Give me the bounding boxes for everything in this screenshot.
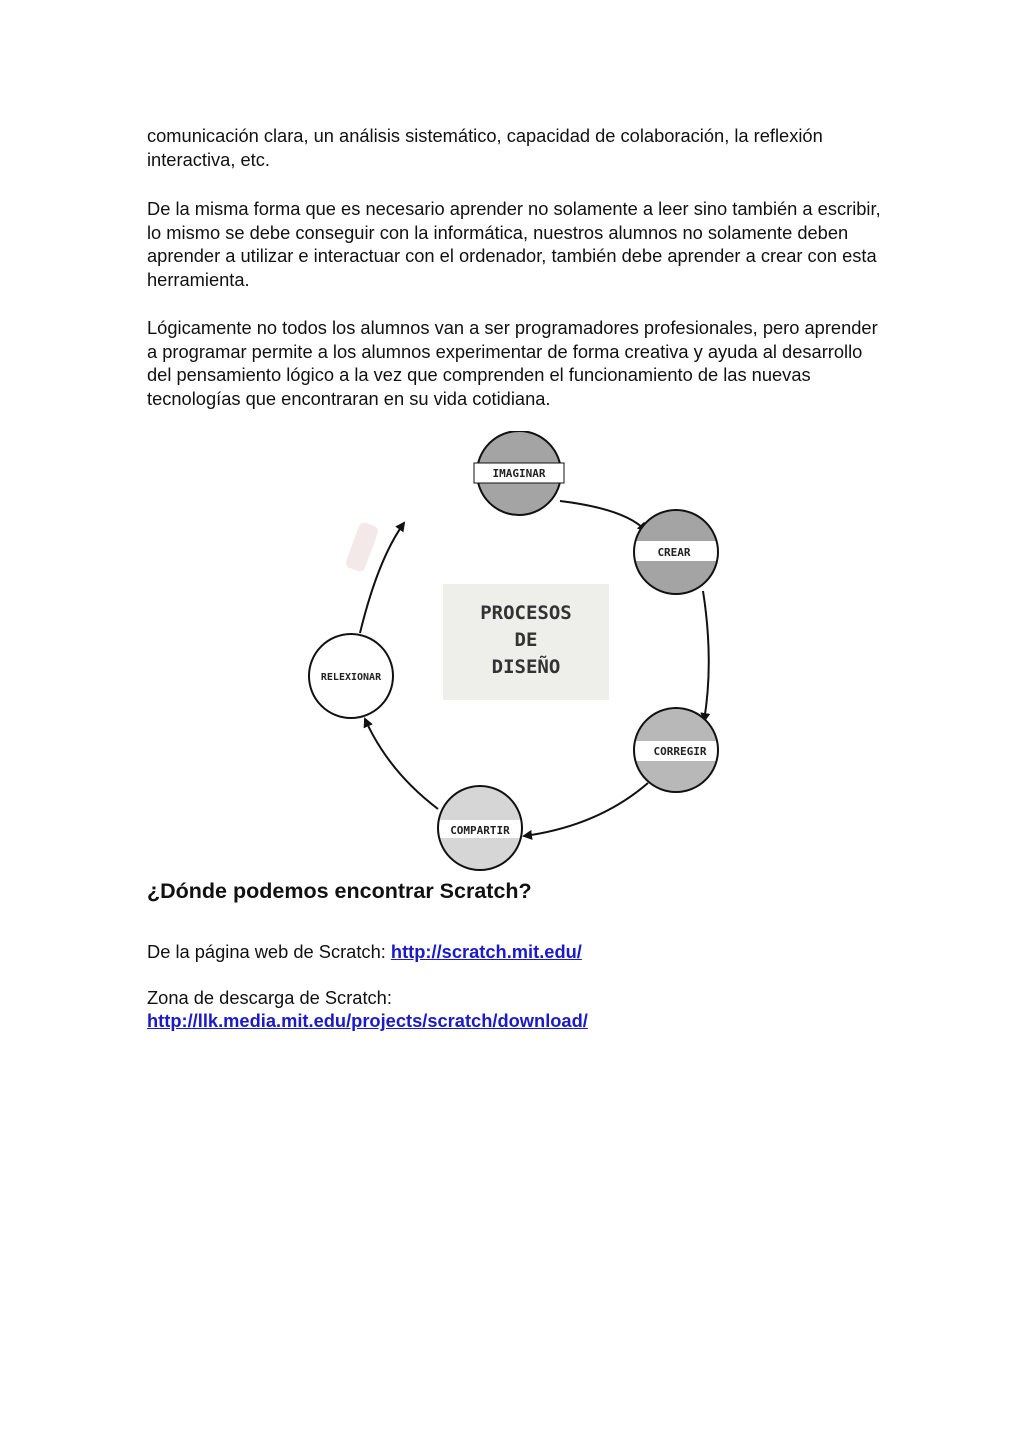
- decorative-mark: [344, 521, 379, 573]
- center-line-3: DISEÑO: [491, 656, 561, 678]
- node-corregir: [628, 708, 722, 792]
- node-label-compartir: COMPARTIR: [450, 824, 510, 837]
- node-reflexionar: [309, 634, 393, 718]
- web-label: De la página web de Scratch:: [147, 941, 391, 962]
- paragraph-1: comunicación clara, un análisis sistemático, capacidad de colaboración, la reflexión interactiva, etc.: [147, 125, 823, 170]
- arrow-crear-corregir: [703, 591, 709, 721]
- node-label-crear: CREAR: [657, 546, 691, 559]
- paragraph-2: De la misma forma que es necesario aprender no solamente a leer sino también a escribir, lo mismo se debe conseguir con la informática, nuestros alumnos no solamente deben aprender a utilizar e interactuar con el ordenador, también debe aprender a crear con esta herramienta.: [147, 198, 881, 290]
- download-line: [147, 1009, 588, 1033]
- node-crear: [628, 510, 722, 594]
- download-label: Zona de descarga de Scratch:: [147, 987, 392, 1008]
- arrow-compartir-reflexionar: [365, 719, 438, 809]
- section-heading: ¿Dónde podemos encontrar Scratch?: [147, 879, 532, 903]
- arrow-imaginar-crear: [560, 501, 646, 531]
- center-line-1: PROCESOS: [480, 602, 572, 624]
- center-line-2: DE: [514, 629, 538, 651]
- paragraph-3: Lógicamente no todos los alumnos van a ser programadores profesionales, pero aprender a programar permite a los alumnos experimentar de forma creativa y ayuda al desarrollo del pensamiento lógico a la vez que comprenden el funcionamiento de las nuevas tecnologías que encontraran en su vida cotidiana.: [147, 317, 878, 409]
- node-imaginar: [468, 431, 568, 515]
- node-compartir: [432, 786, 532, 870]
- scratch-web-link[interactable]: http://scratch.mit.edu/: [390, 941, 582, 962]
- arrow-corregir-compartir: [524, 783, 648, 836]
- scratch-download-link[interactable]: http://llk.media.mit.edu/projects/scratch/download/: [147, 1010, 588, 1031]
- web-line: [147, 940, 582, 964]
- node-label-reflexionar: RELEXIONAR: [320, 672, 382, 683]
- node-label-imaginar: IMAGINAR: [492, 467, 546, 480]
- node-label-corregir: CORREGIR: [653, 745, 707, 758]
- design-process-diagram: [308, 431, 722, 871]
